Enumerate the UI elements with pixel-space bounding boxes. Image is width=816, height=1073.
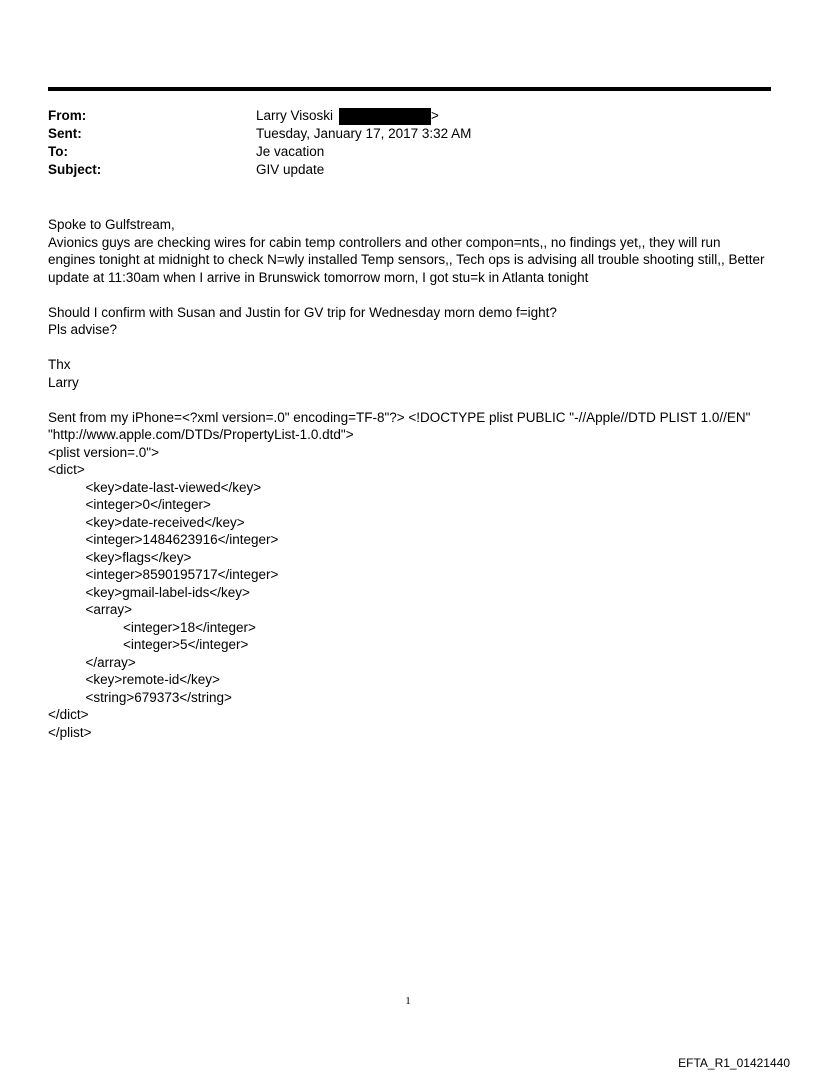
sender-name: Larry Visoski xyxy=(256,108,334,123)
redaction-box xyxy=(339,108,431,125)
sent-value: Tuesday, January 17, 2017 3:32 AM xyxy=(256,126,472,141)
header-divider xyxy=(48,87,771,91)
to-value: Je vacation xyxy=(256,144,325,159)
email-body: Spoke to Gulfstream, Avionics guys are checking wires for cabin temp controllers and other compon=nts,, no findings yet,, they will run engines tonight at midnight to check N=wly installed Temp sensors,, Tech ops is advising all trouble shooting still,, Better update at 11:30am when I arrive in Brunswick tomorrow morn, I got stu=k in Atlanta tonight Should I confirm with Susan and Justin for GV trip for Wednesday morn demo f=ight? Pls advise? Thx Larry Sent from my iPhone=<?xml version=.0" encoding=TF-8"?> <!DOCTYPE plist PUBLIC "-//Apple//DTD PLIST 1.0//EN" "http://www.apple.com/DTDs/PropertyList-1.0.dtd"> <plist version=.0"> <dict> <key>date-last-viewed</key> <integer>0</integer> <key>date-received</key> <integer>1484623916</integer> <key>flags</key> <integer>8590195717</integer> <key>gmail-label-ids</key> <array> <integer>18</integer> <integer>5</integer> </array> <key>remote-id</key> <string>679373</string> </dict> </plist> xyxy=(48,217,765,740)
subject-label: Subject: xyxy=(48,162,102,177)
subject-row xyxy=(48,161,471,179)
to-label: To: xyxy=(48,144,68,159)
document-id: EFTA_R1_01421440 xyxy=(678,1056,790,1070)
sender-email-close: > xyxy=(431,108,439,123)
subject-value: GIV update xyxy=(256,162,325,177)
email-header xyxy=(48,107,471,179)
from-row xyxy=(48,107,471,125)
to-row xyxy=(48,143,471,161)
from-value xyxy=(256,107,439,125)
page-number: 1 xyxy=(405,995,411,1007)
sent-label: Sent: xyxy=(48,126,82,141)
from-label: From: xyxy=(48,108,87,123)
sent-row xyxy=(48,125,471,143)
